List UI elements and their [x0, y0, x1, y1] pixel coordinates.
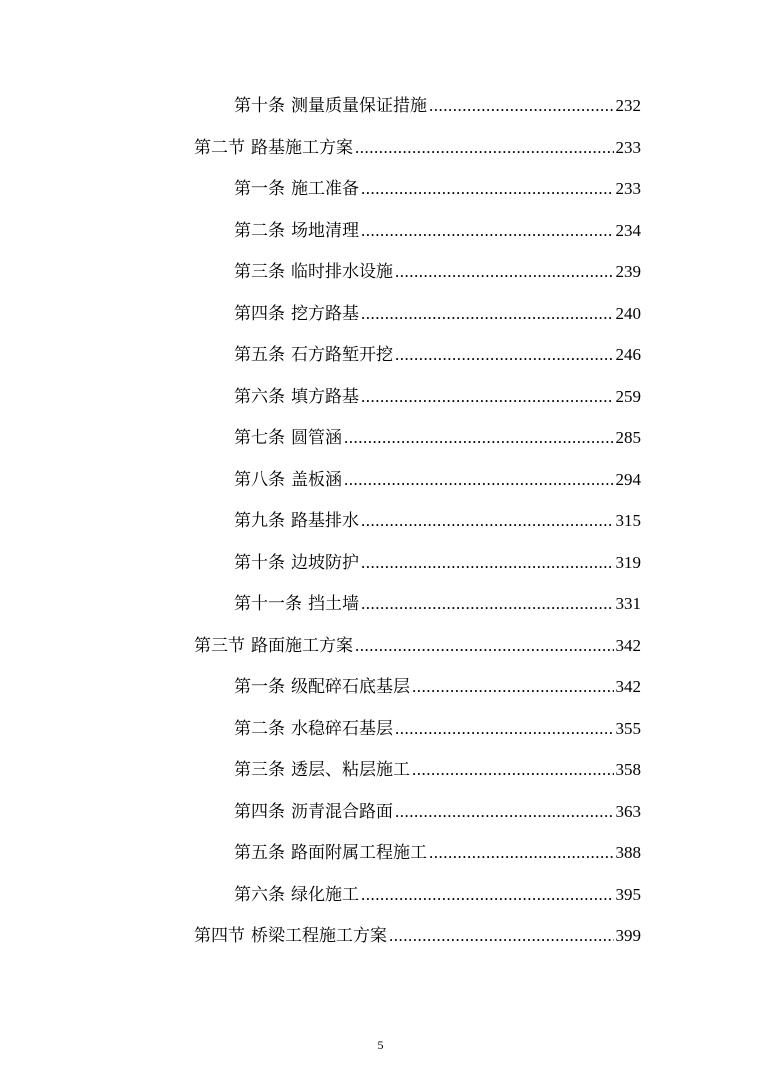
toc-dot-leader	[355, 631, 614, 661]
toc-entry-label	[234, 589, 359, 619]
toc-entry-number: 第五条	[234, 345, 285, 365]
toc-dot-leader	[344, 465, 614, 495]
toc-entry[interactable]	[234, 589, 641, 619]
toc-entry-page: 315	[615, 511, 641, 530]
toc-entry-title: 路面附属工程施工	[291, 843, 427, 863]
toc-entry-page: 240	[615, 303, 641, 323]
toc-dot-leader	[361, 216, 614, 246]
toc-entry-page: 319	[615, 552, 641, 572]
toc-entry-number: 第三条	[234, 760, 285, 780]
toc-dot-leader	[395, 714, 614, 744]
toc-dot-leader	[355, 133, 614, 163]
toc-entry-page: 234	[615, 220, 641, 240]
toc-entry-page: 388	[615, 843, 641, 862]
toc-entry[interactable]	[234, 257, 641, 287]
toc-entry-page: 395	[615, 884, 641, 904]
toc-dot-leader	[361, 548, 614, 578]
toc-entry[interactable]	[234, 382, 641, 412]
toc-entry-page: 331	[615, 594, 641, 613]
toc-entry-page: 342	[615, 677, 641, 696]
toc-entry-label	[194, 133, 353, 163]
toc-entry[interactable]	[194, 133, 641, 163]
toc-entry-label	[234, 299, 359, 329]
toc-entry[interactable]	[234, 506, 641, 536]
toc-entry-title: 石方路堑开挖	[291, 345, 393, 365]
toc-entry-number: 第九条	[234, 511, 285, 531]
toc-entry-title: 临时排水设施	[291, 262, 393, 282]
toc-entry-page: 239	[615, 262, 641, 281]
toc-entry-label	[234, 174, 359, 204]
toc-entry[interactable]	[234, 174, 641, 204]
toc-entry-page: 233	[615, 137, 641, 157]
toc-entry-label	[234, 506, 359, 536]
toc-entry-number: 第十条	[234, 96, 285, 116]
toc-dot-leader	[361, 880, 614, 910]
toc-entry-page: 399	[615, 926, 641, 945]
toc-dot-leader	[395, 797, 614, 827]
toc-entry-number: 第十条	[234, 552, 285, 573]
toc-dot-leader	[395, 340, 614, 370]
toc-entry-label	[234, 838, 427, 868]
page-number: 5	[377, 1038, 384, 1052]
toc-entry-title: 水稳碎石基层	[291, 718, 393, 739]
toc-entry-page: 358	[615, 760, 641, 779]
toc-entry-label	[234, 91, 427, 121]
toc-entry-title: 盖板涵	[291, 469, 342, 490]
toc-dot-leader	[361, 382, 614, 412]
toc-entry-page: 355	[615, 718, 641, 738]
toc-entry[interactable]	[234, 838, 641, 868]
toc-dot-leader	[361, 506, 614, 536]
toc-entry-number: 第二条	[234, 718, 285, 739]
toc-dot-leader	[429, 91, 614, 121]
toc-entry-number: 第六条	[234, 386, 285, 407]
toc-entry-label	[234, 880, 359, 910]
toc-entry-title: 挡土墙	[308, 594, 359, 614]
toc-entry-number: 第一条	[234, 677, 285, 697]
toc-entry-page: 233	[615, 179, 641, 198]
toc-entry-title: 绿化施工	[291, 884, 359, 905]
toc-entry-title: 路面施工方案	[251, 635, 353, 656]
toc-entry[interactable]	[234, 299, 641, 329]
toc-entry[interactable]	[194, 631, 641, 661]
toc-entry[interactable]	[234, 797, 641, 827]
toc-entry-label	[234, 423, 342, 453]
toc-entry-title: 挖方路基	[291, 303, 359, 324]
toc-entry-label	[234, 340, 393, 370]
toc-entry-number: 第二条	[234, 220, 285, 241]
toc-entry-title: 圆管涵	[291, 428, 342, 448]
toc-entry-number: 第七条	[234, 428, 285, 448]
toc-dot-leader	[361, 174, 614, 204]
toc-entry-title: 施工准备	[291, 179, 359, 199]
toc-entry[interactable]	[234, 672, 641, 702]
toc-entry-label	[234, 465, 342, 495]
toc-entry-label	[234, 672, 410, 702]
toc-entry-title: 填方路基	[291, 386, 359, 407]
toc-entry[interactable]	[194, 921, 641, 951]
toc-entry-number: 第十一条	[234, 594, 302, 614]
toc-entry-number: 第四节	[194, 926, 245, 946]
toc-dot-leader	[395, 257, 614, 287]
toc-entry-page: 342	[615, 635, 641, 655]
toc-entry[interactable]	[234, 714, 641, 744]
toc-entry-label	[234, 257, 393, 287]
toc-entry[interactable]	[234, 91, 641, 121]
toc-entry-title: 透层、粘层施工	[291, 760, 410, 780]
toc-entry[interactable]	[234, 755, 641, 785]
toc-entry-title: 沥青混合路面	[291, 801, 393, 822]
toc-entry-label	[194, 631, 353, 661]
toc-entry-number: 第八条	[234, 469, 285, 490]
toc-entry-number: 第四条	[234, 801, 285, 822]
toc-dot-leader	[429, 838, 614, 868]
toc-entry[interactable]	[234, 880, 641, 910]
toc-dot-leader	[412, 755, 614, 785]
toc-entry[interactable]	[234, 423, 641, 453]
toc-entry-label	[234, 548, 359, 578]
toc-dot-leader	[412, 672, 614, 702]
toc-entry[interactable]	[234, 548, 641, 578]
toc-entry-page: 363	[615, 801, 641, 821]
toc-entry-page: 294	[615, 469, 641, 489]
toc-entry-label	[234, 797, 393, 827]
toc-entry-number: 第四条	[234, 303, 285, 324]
toc-entry-number: 第三条	[234, 262, 285, 282]
toc-entry-page: 232	[615, 96, 641, 115]
toc-entry-title: 级配碎石底基层	[291, 677, 410, 697]
toc-entry-label	[194, 921, 387, 951]
toc-entry-number: 第五条	[234, 843, 285, 863]
toc-entry-number: 第六条	[234, 884, 285, 905]
toc-entry-title: 场地清理	[291, 220, 359, 241]
toc-entry-number: 第一条	[234, 179, 285, 199]
toc-entry-label	[234, 755, 410, 785]
toc-entry-page: 259	[615, 386, 641, 406]
toc-dot-leader	[389, 921, 614, 951]
toc-entry-title: 测量质量保证措施	[291, 96, 427, 116]
toc-entry-label	[234, 382, 359, 412]
toc-entry[interactable]	[234, 340, 641, 370]
toc-entry-title: 路基排水	[291, 511, 359, 531]
toc-dot-leader	[344, 423, 614, 453]
toc-entry-number: 第二节	[194, 137, 245, 158]
toc-entry-title: 边坡防护	[291, 552, 359, 573]
toc-entry-number: 第三节	[194, 635, 245, 656]
toc-entry[interactable]	[234, 465, 641, 495]
toc-dot-leader	[361, 299, 614, 329]
toc-entry[interactable]	[234, 216, 641, 246]
toc-entry-title: 桥梁工程施工方案	[251, 926, 387, 946]
toc-dot-leader	[361, 589, 614, 619]
toc-entry-page: 246	[615, 345, 641, 364]
toc-entry-label	[234, 714, 393, 744]
toc-entry-title: 路基施工方案	[251, 137, 353, 158]
toc-entry-page: 285	[615, 428, 641, 447]
toc-entry-label	[234, 216, 359, 246]
